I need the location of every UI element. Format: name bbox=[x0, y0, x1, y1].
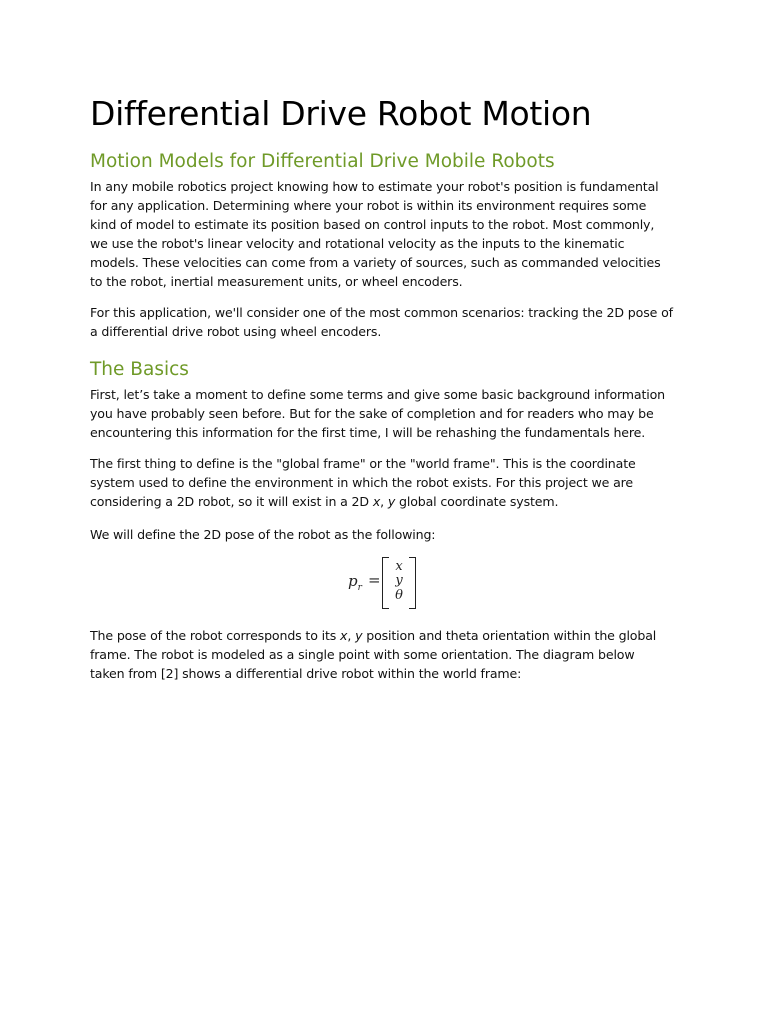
text-line bbox=[90, 626, 682, 645]
text-fragment: position and theta orientation within the global bbox=[362, 628, 657, 643]
paragraph-intro bbox=[90, 177, 682, 291]
text-line: models. These velocities can come from a variety of sources, such as commanded velocities bbox=[90, 255, 661, 270]
text-line: For this application, we'll consider one of the most common scenarios: tracking the 2D pose of bbox=[90, 305, 673, 320]
variable-x: x bbox=[372, 494, 381, 509]
left-bracket bbox=[382, 557, 389, 609]
text-line: First, let’s take a moment to define some terms and give some basic background information bbox=[90, 387, 666, 402]
paragraph-pose-definition bbox=[90, 525, 682, 544]
variable-y: y bbox=[387, 494, 396, 509]
text-fragment: considering a 2D robot, so it will exist in a 2D bbox=[90, 494, 373, 509]
page-title: Differential Drive Robot Motion bbox=[90, 94, 592, 133]
text-line bbox=[90, 492, 682, 511]
equation-lhs-subscript: r bbox=[357, 583, 362, 593]
vector-entry-theta: θ bbox=[395, 588, 403, 603]
text-line: system used to define the environment in which the robot exists. For this project we are bbox=[90, 475, 633, 490]
text-line: frame. The robot is modeled as a single point with some orientation. The diagram below bbox=[90, 647, 635, 662]
text-line: taken from [2] shows a differential drive robot within the world frame: bbox=[90, 666, 522, 681]
text-line: kind of model to estimate its position based on control inputs to the robot. Most commonly, bbox=[90, 217, 655, 232]
equation-equals: = bbox=[368, 571, 381, 589]
vector-entry-x: x bbox=[395, 559, 403, 574]
paragraph-pose-explanation bbox=[90, 626, 682, 683]
pose-equation bbox=[348, 553, 428, 613]
text-line: In any mobile robotics project knowing how to estimate your robot's position is fundamental bbox=[90, 179, 659, 194]
section-heading-motion-models: Motion Models for Differential Drive Mobile Robots bbox=[90, 151, 555, 172]
text-fragment: , bbox=[347, 628, 356, 643]
text-line: to the robot, inertial measurement units, or wheel encoders. bbox=[90, 274, 463, 289]
text-line: for any application. Determining where your robot is within its environment requires some bbox=[90, 198, 647, 213]
text-fragment: global coordinate system. bbox=[395, 494, 559, 509]
section-heading-basics: The Basics bbox=[90, 359, 189, 380]
right-bracket bbox=[409, 557, 416, 609]
text-line: encountering this information for the first time, I will be rehashing the fundamentals here. bbox=[90, 425, 646, 440]
text-line: a differential drive robot using wheel encoders. bbox=[90, 324, 382, 339]
equation-lhs-symbol: p bbox=[348, 572, 358, 590]
variable-x: x bbox=[340, 628, 348, 643]
vector-entry-y: y bbox=[395, 573, 403, 588]
text-line: The first thing to define is the "global frame" or the "world frame". This is the coordinate bbox=[90, 456, 636, 471]
paragraph-application bbox=[90, 303, 682, 341]
text-line: we use the robot's linear velocity and rotational velocity as the inputs to the kinematic bbox=[90, 236, 625, 251]
paragraph-global-frame bbox=[90, 454, 682, 511]
text-line: you have probably seen before. But for the sake of completion and for readers who may be bbox=[90, 406, 654, 421]
text-fragment: , bbox=[380, 494, 388, 509]
text-line: We will define the 2D pose of the robot as the following: bbox=[90, 527, 436, 542]
equation-lhs bbox=[348, 572, 362, 593]
paragraph-basics-intro bbox=[90, 385, 682, 442]
text-fragment: The pose of the robot corresponds to its bbox=[90, 628, 341, 643]
variable-y: y bbox=[355, 628, 363, 643]
